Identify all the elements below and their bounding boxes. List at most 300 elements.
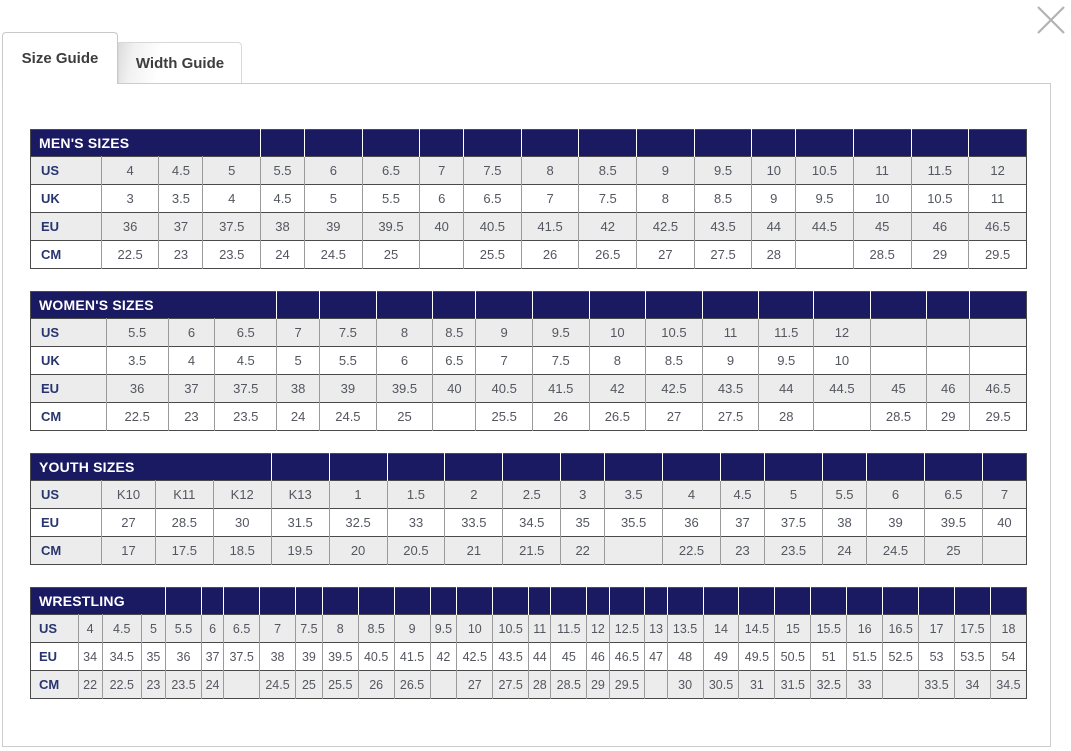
- size-tables-container: [3, 84, 1050, 699]
- size-cell: 9.5: [532, 319, 589, 347]
- header-cell: [853, 130, 911, 157]
- size-cell: 28.5: [155, 509, 213, 537]
- size-cell: 25.5: [476, 403, 533, 431]
- size-cell: 46: [927, 375, 970, 403]
- size-cell: 28.5: [853, 241, 911, 269]
- size-cell: 26.5: [589, 403, 646, 431]
- size-cell: 38: [260, 643, 296, 671]
- size-cell: [224, 671, 260, 699]
- size-cell: 32.5: [329, 509, 387, 537]
- header-cell: [464, 130, 522, 157]
- size-cell: 44.5: [796, 213, 854, 241]
- header-cell: [883, 588, 919, 615]
- table-row-eu: [31, 509, 1027, 537]
- row-label: US: [31, 319, 107, 347]
- size-cell: 28.5: [870, 403, 927, 431]
- size-cell: 12: [587, 615, 609, 643]
- size-cell: 23.5: [203, 241, 261, 269]
- size-cell: 3.5: [106, 347, 168, 375]
- size-cell: 14.5: [739, 615, 775, 643]
- size-cell: 10.5: [493, 615, 529, 643]
- size-cell: K10: [102, 481, 156, 509]
- table-youth-sizes: [30, 453, 1027, 565]
- header-cell: [847, 588, 883, 615]
- size-cell: K11: [155, 481, 213, 509]
- size-cell: 6: [867, 481, 925, 509]
- size-cell: 4: [78, 615, 102, 643]
- header-cell: [376, 292, 433, 319]
- size-cell: 11.5: [759, 319, 814, 347]
- size-cell: 32.5: [811, 671, 847, 699]
- size-cell: 11: [969, 185, 1027, 213]
- size-cell: 36: [663, 509, 721, 537]
- size-cell: [927, 347, 970, 375]
- row-label: CM: [31, 671, 79, 699]
- size-cell: 5.5: [362, 185, 420, 213]
- header-cell: [387, 454, 445, 481]
- size-cell: [970, 319, 1027, 347]
- header-cell: [645, 588, 667, 615]
- size-cell: 23: [141, 671, 165, 699]
- header-cell: [969, 130, 1027, 157]
- size-cell: 7: [277, 319, 320, 347]
- size-cell: 25: [362, 241, 420, 269]
- header-cell: [752, 130, 796, 157]
- header-cell: [320, 292, 377, 319]
- header-cell: [663, 454, 721, 481]
- header-cell: [521, 130, 579, 157]
- header-cell: [430, 588, 457, 615]
- size-cell: 27.5: [493, 671, 529, 699]
- size-cell: 7: [476, 347, 533, 375]
- header-cell: [277, 292, 320, 319]
- size-cell: 34.5: [503, 509, 561, 537]
- size-cell: 7.5: [296, 615, 323, 643]
- size-cell: 52.5: [883, 643, 919, 671]
- header-cell: [503, 454, 561, 481]
- header-cell: [296, 588, 323, 615]
- row-label: CM: [31, 403, 107, 431]
- size-cell: 7.5: [320, 319, 377, 347]
- table-row-cm: [31, 403, 1027, 431]
- tab-size-guide[interactable]: [2, 32, 118, 84]
- size-cell: 34.5: [102, 643, 141, 671]
- row-label: EU: [31, 375, 107, 403]
- header-cell: [982, 454, 1026, 481]
- size-cell: 30: [213, 509, 271, 537]
- size-cell: 27.5: [694, 241, 752, 269]
- size-cell: 7: [521, 185, 579, 213]
- header-cell: [667, 588, 703, 615]
- size-cell: 31.5: [775, 671, 811, 699]
- size-cell: [982, 537, 1026, 565]
- size-cell: 39.5: [322, 643, 358, 671]
- size-cell: 9: [476, 319, 533, 347]
- size-cell: 11: [853, 157, 911, 185]
- size-cell: 43.5: [694, 213, 752, 241]
- size-cell: 28: [529, 671, 551, 699]
- size-cell: 5.5: [166, 615, 202, 643]
- row-label: UK: [31, 185, 102, 213]
- row-label: UK: [31, 347, 107, 375]
- size-cell: 16: [847, 615, 883, 643]
- size-cell: 38: [822, 509, 866, 537]
- size-cell: 18: [990, 615, 1026, 643]
- size-cell: 26: [358, 671, 394, 699]
- header-cell: [990, 588, 1026, 615]
- size-cell: 25: [296, 671, 323, 699]
- header-cell: [637, 130, 695, 157]
- size-cell: 4.5: [159, 157, 203, 185]
- tab-width-guide[interactable]: [118, 42, 242, 83]
- size-cell: 11: [529, 615, 551, 643]
- size-cell: 10: [457, 615, 493, 643]
- size-cell: 23.5: [166, 671, 202, 699]
- size-cell: 26: [521, 241, 579, 269]
- size-cell: 39: [867, 509, 925, 537]
- size-cell: 8.5: [646, 347, 703, 375]
- table-row-cm: [31, 671, 1027, 699]
- size-cell: 35: [141, 643, 165, 671]
- header-cell: [775, 588, 811, 615]
- size-cell: 6.5: [433, 347, 476, 375]
- size-cell: 15: [775, 615, 811, 643]
- table-row-us: [31, 319, 1027, 347]
- size-cell: 7.5: [464, 157, 522, 185]
- size-cell: 11.5: [551, 615, 587, 643]
- size-cell: 29: [927, 403, 970, 431]
- table-row-cm: [31, 537, 1027, 565]
- size-cell: 8: [521, 157, 579, 185]
- size-cell: 42: [430, 643, 457, 671]
- size-cell: 24: [822, 537, 866, 565]
- size-cell: 40.5: [476, 375, 533, 403]
- header-cell: [814, 292, 871, 319]
- size-cell: 12.5: [609, 615, 645, 643]
- header-cell: [609, 588, 645, 615]
- size-cell: 3.5: [159, 185, 203, 213]
- size-cell: 5.5: [106, 319, 168, 347]
- header-cell: [551, 588, 587, 615]
- size-cell: 40: [433, 375, 476, 403]
- size-cell: 48: [667, 643, 703, 671]
- header-cell: [394, 588, 430, 615]
- size-cell: 18.5: [213, 537, 271, 565]
- size-cell: 12: [814, 319, 871, 347]
- header-cell: [579, 130, 637, 157]
- size-cell: [814, 403, 871, 431]
- size-cell: 6.5: [224, 615, 260, 643]
- size-cell: 37: [159, 213, 203, 241]
- row-label: US: [31, 615, 79, 643]
- size-cell: 42.5: [637, 213, 695, 241]
- size-cell: 24.5: [260, 671, 296, 699]
- row-label: EU: [31, 509, 102, 537]
- size-cell: 53: [919, 643, 955, 671]
- close-icon: [1034, 3, 1068, 37]
- size-cell: 9.5: [430, 615, 457, 643]
- size-cell: 15.5: [811, 615, 847, 643]
- size-cell: 25.5: [322, 671, 358, 699]
- header-cell: [822, 454, 866, 481]
- header-cell: [587, 588, 609, 615]
- size-cell: 29: [587, 671, 609, 699]
- size-cell: 45: [853, 213, 911, 241]
- tab-width-guide-label: Width Guide: [135, 54, 225, 72]
- size-cell: 12: [969, 157, 1027, 185]
- size-cell: 44: [529, 643, 551, 671]
- size-cell: 51: [811, 643, 847, 671]
- size-cell: [420, 241, 464, 269]
- size-cell: 2.5: [503, 481, 561, 509]
- header-cell: [759, 292, 814, 319]
- size-cell: 6.5: [362, 157, 420, 185]
- tab-size-guide-label: Size Guide: [21, 50, 99, 67]
- size-cell: 33: [847, 671, 883, 699]
- size-cell: 39.5: [376, 375, 433, 403]
- size-cell: 5: [277, 347, 320, 375]
- size-cell: [430, 671, 457, 699]
- size-cell: 34.5: [990, 671, 1026, 699]
- size-cell: 9: [637, 157, 695, 185]
- size-cell: 46: [587, 643, 609, 671]
- size-cell: 24.5: [304, 241, 362, 269]
- size-cell: 44.5: [814, 375, 871, 403]
- size-cell: 27.5: [702, 403, 759, 431]
- size-cell: [645, 671, 667, 699]
- size-cell: 23.5: [765, 537, 823, 565]
- header-cell: [970, 292, 1027, 319]
- size-cell: 5: [765, 481, 823, 509]
- size-cell: 45: [870, 375, 927, 403]
- row-label: EU: [31, 213, 102, 241]
- size-cell: 27: [646, 403, 703, 431]
- size-cell: 8.5: [579, 157, 637, 185]
- table-wrestling: [30, 587, 1027, 699]
- size-cell: 23.5: [215, 403, 277, 431]
- size-cell: 42: [579, 213, 637, 241]
- size-cell: 23: [720, 537, 764, 565]
- size-cell: 8.5: [358, 615, 394, 643]
- header-cell: [433, 292, 476, 319]
- size-cell: 33.5: [919, 671, 955, 699]
- size-cell: 29.5: [609, 671, 645, 699]
- header-cell: [811, 588, 847, 615]
- size-cell: 1.5: [387, 481, 445, 509]
- table-womens-sizes: [30, 291, 1027, 431]
- header-cell: [322, 588, 358, 615]
- header-cell: [224, 588, 260, 615]
- size-cell: 10: [853, 185, 911, 213]
- header-cell: [261, 130, 305, 157]
- table-row-us: [31, 615, 1027, 643]
- header-cell: [362, 130, 420, 157]
- size-cell: 4.5: [215, 347, 277, 375]
- size-cell: 39: [320, 375, 377, 403]
- row-label: CM: [31, 537, 102, 565]
- size-cell: 3: [101, 185, 159, 213]
- size-cell: 8: [322, 615, 358, 643]
- size-cell: 44: [759, 375, 814, 403]
- size-cell: [433, 403, 476, 431]
- table-row-eu: [31, 213, 1027, 241]
- size-cell: 29.5: [969, 241, 1027, 269]
- size-cell: 8: [376, 319, 433, 347]
- size-cell: 40: [982, 509, 1026, 537]
- size-cell: 37: [720, 509, 764, 537]
- size-cell: 7: [260, 615, 296, 643]
- size-cell: 46.5: [970, 375, 1027, 403]
- size-cell: 10: [752, 157, 796, 185]
- header-cell: [420, 130, 464, 157]
- size-cell: 44: [752, 213, 796, 241]
- row-label: US: [31, 481, 102, 509]
- row-label: EU: [31, 643, 79, 671]
- row-label: CM: [31, 241, 102, 269]
- size-cell: 23: [168, 403, 215, 431]
- size-cell: 9: [394, 615, 430, 643]
- table-title-mens-sizes: MEN'S SIZES: [31, 130, 261, 157]
- header-cell: [476, 292, 533, 319]
- size-cell: 13: [645, 615, 667, 643]
- size-cell: 5: [141, 615, 165, 643]
- header-cell: [271, 454, 329, 481]
- size-cell: 37.5: [215, 375, 277, 403]
- size-cell: 4: [663, 481, 721, 509]
- size-cell: 2: [445, 481, 503, 509]
- header-cell: [955, 588, 991, 615]
- size-cell: 14: [703, 615, 739, 643]
- size-cell: 27: [102, 509, 156, 537]
- size-cell: 6: [201, 615, 223, 643]
- header-cell: [329, 454, 387, 481]
- size-cell: 8: [637, 185, 695, 213]
- size-cell: 33: [387, 509, 445, 537]
- size-cell: 6: [304, 157, 362, 185]
- size-cell: 51.5: [847, 643, 883, 671]
- size-cell: 24: [261, 241, 305, 269]
- size-cell: 5.5: [261, 157, 305, 185]
- size-cell: 42.5: [457, 643, 493, 671]
- size-cell: 7.5: [579, 185, 637, 213]
- header-cell: [260, 588, 296, 615]
- size-cell: 49.5: [739, 643, 775, 671]
- size-cell: 19.5: [271, 537, 329, 565]
- size-cell: 39: [304, 213, 362, 241]
- table-row-us: [31, 157, 1027, 185]
- size-cell: 39: [296, 643, 323, 671]
- size-cell: 39.5: [924, 509, 982, 537]
- table-row-eu: [31, 643, 1027, 671]
- size-cell: K12: [213, 481, 271, 509]
- header-cell: [445, 454, 503, 481]
- table-row-uk: [31, 347, 1027, 375]
- size-cell: 49: [703, 643, 739, 671]
- size-cell: [796, 241, 854, 269]
- size-cell: K13: [271, 481, 329, 509]
- size-cell: 38: [277, 375, 320, 403]
- close-button[interactable]: [1032, 1, 1070, 39]
- size-cell: 4.5: [261, 185, 305, 213]
- size-cell: 40: [420, 213, 464, 241]
- size-cell: 42.5: [646, 375, 703, 403]
- size-cell: 7.5: [532, 347, 589, 375]
- size-cell: 30: [667, 671, 703, 699]
- size-cell: 37: [201, 643, 223, 671]
- table-mens-sizes: [30, 129, 1027, 269]
- header-cell: [870, 292, 927, 319]
- size-cell: 17: [102, 537, 156, 565]
- size-cell: 20: [329, 537, 387, 565]
- header-cell: [457, 588, 493, 615]
- table-title-wrestling: WRESTLING: [31, 588, 166, 615]
- size-cell: 7: [420, 157, 464, 185]
- size-cell: 46.5: [969, 213, 1027, 241]
- size-cell: 13.5: [667, 615, 703, 643]
- size-cell: 46.5: [609, 643, 645, 671]
- size-cell: 22: [561, 537, 605, 565]
- size-cell: 21: [445, 537, 503, 565]
- size-cell: 37.5: [224, 643, 260, 671]
- size-cell: 53.5: [955, 643, 991, 671]
- header-cell: [605, 454, 663, 481]
- header-cell: [589, 292, 646, 319]
- size-cell: [927, 319, 970, 347]
- size-cell: 3.5: [605, 481, 663, 509]
- size-cell: 28: [752, 241, 796, 269]
- size-cell: 31.5: [271, 509, 329, 537]
- size-cell: [883, 671, 919, 699]
- table-row-cm: [31, 241, 1027, 269]
- size-cell: 5: [203, 157, 261, 185]
- size-cell: 40.5: [358, 643, 394, 671]
- size-cell: 28: [759, 403, 814, 431]
- size-cell: 9: [752, 185, 796, 213]
- header-cell: [358, 588, 394, 615]
- size-cell: 4: [168, 347, 215, 375]
- size-cell: 22.5: [663, 537, 721, 565]
- row-label: US: [31, 157, 102, 185]
- size-cell: 34: [955, 671, 991, 699]
- size-cell: [605, 537, 663, 565]
- size-cell: 10: [589, 319, 646, 347]
- header-cell: [166, 588, 202, 615]
- size-cell: 24.5: [867, 537, 925, 565]
- header-cell: [924, 454, 982, 481]
- size-cell: 36: [101, 213, 159, 241]
- size-cell: 7: [982, 481, 1026, 509]
- size-cell: [870, 319, 927, 347]
- size-cell: 42: [589, 375, 646, 403]
- size-cell: 25: [376, 403, 433, 431]
- size-cell: 4: [101, 157, 159, 185]
- size-cell: 41.5: [532, 375, 589, 403]
- size-cell: 43.5: [493, 643, 529, 671]
- size-cell: 37.5: [765, 509, 823, 537]
- size-cell: 8: [589, 347, 646, 375]
- size-cell: 26.5: [579, 241, 637, 269]
- header-cell: [867, 454, 925, 481]
- size-cell: 39.5: [362, 213, 420, 241]
- header-cell: [304, 130, 362, 157]
- size-cell: 23: [159, 241, 203, 269]
- size-cell: 22: [78, 671, 102, 699]
- size-cell: 16.5: [883, 615, 919, 643]
- size-cell: 9.5: [796, 185, 854, 213]
- header-cell: [796, 130, 854, 157]
- header-cell: [532, 292, 589, 319]
- size-cell: 29.5: [970, 403, 1027, 431]
